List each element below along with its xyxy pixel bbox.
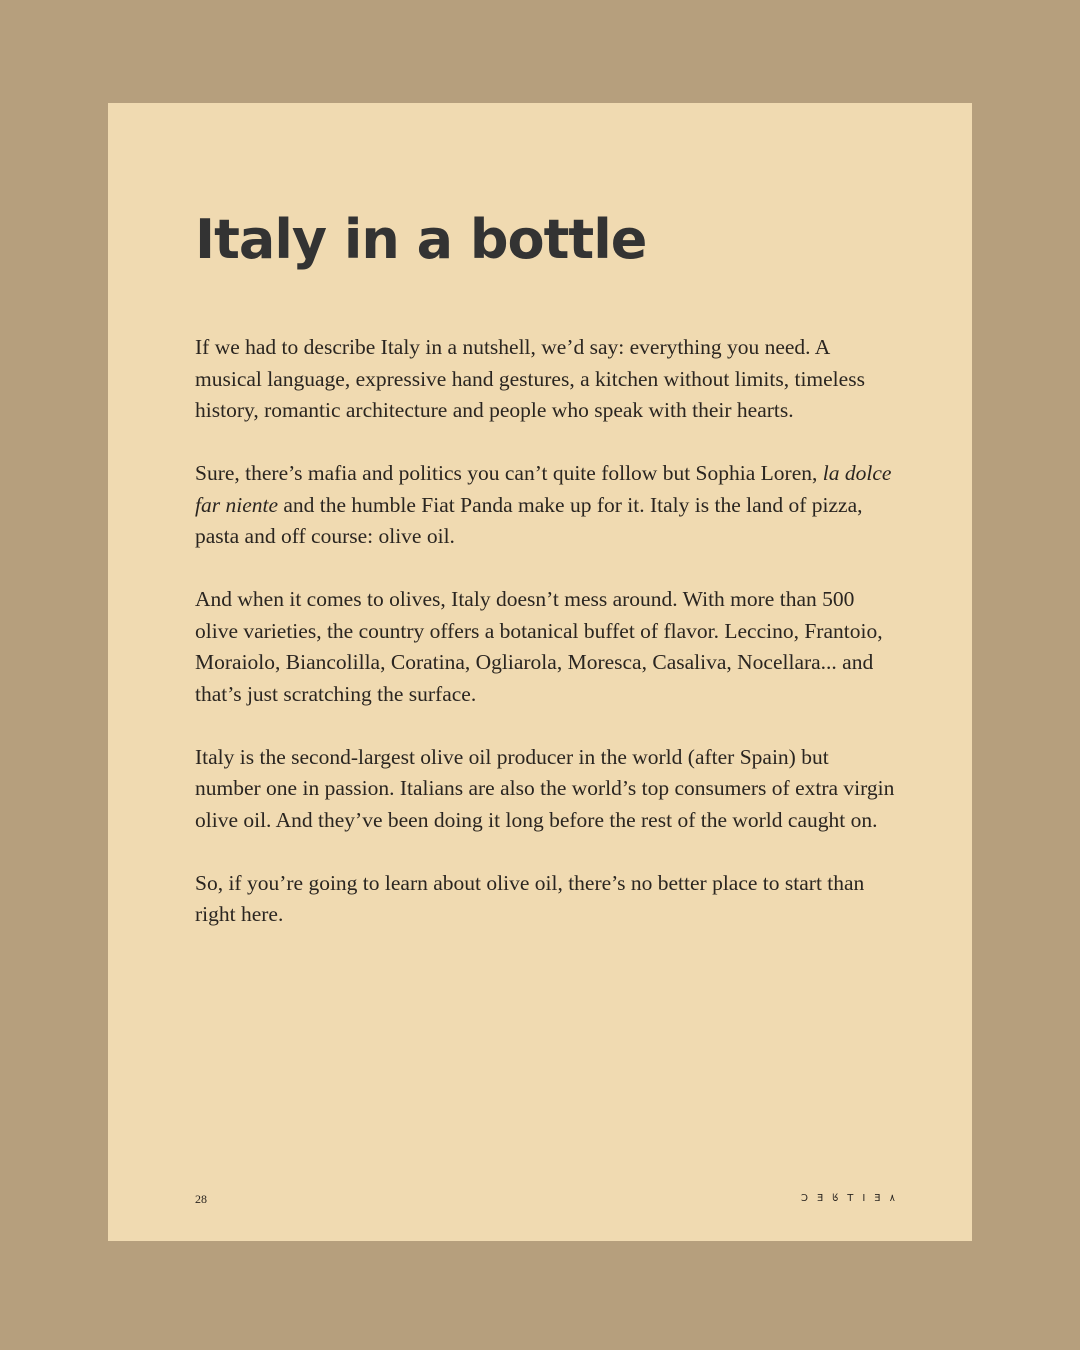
paragraph-intro: If we had to describe Italy in a nutshell, we’d say: everything you need. A musical language, expressive hand gestures, a kitchen without limits, timeless history, romantic architecture and people who speak with their hearts. [195, 335, 865, 422]
paragraph-olive-varieties: And when it comes to olives, Italy doesn’t mess around. With more than 500 olive varieties, the country offers a botanical buffet of flavor. Leccino, Frantoio, Moraiolo, Biancolilla, Coratina, Ogliarola, Moresca, Casaliva, Nocellara... and that’s just scratching the surface. [195, 587, 883, 706]
paragraph-closing: So, if you’re going to learn about olive oil, there’s no better place to start than right here. [195, 870, 865, 926]
paragraph-culture-end: and the humble Fiat Panda make up for it. Italy is the land of pizza, pasta and off course: olive oil. [195, 492, 863, 548]
brand-logo: ƆƎᖉTIƎ٨ [800, 1193, 895, 1204]
page-number: 28 [195, 1192, 207, 1206]
paragraph-culture [195, 458, 895, 553]
article-body [195, 332, 895, 962]
italic-phrase: la dolce far niente [195, 461, 892, 517]
page-title: Italy in a bottle [195, 208, 647, 271]
paragraph-production: Italy is the second-largest olive oil producer in the world (after Spain) but number one in passion. Italians are also the world’s top consumers of extra virgin olive oil. And they’ve been doing it long before the rest of the world caught on. [195, 744, 895, 832]
document-page [108, 103, 972, 1241]
paragraph-culture-start: Sure, there’s mafia and politics you can’t quite follow but Sophia Loren, [195, 461, 823, 485]
